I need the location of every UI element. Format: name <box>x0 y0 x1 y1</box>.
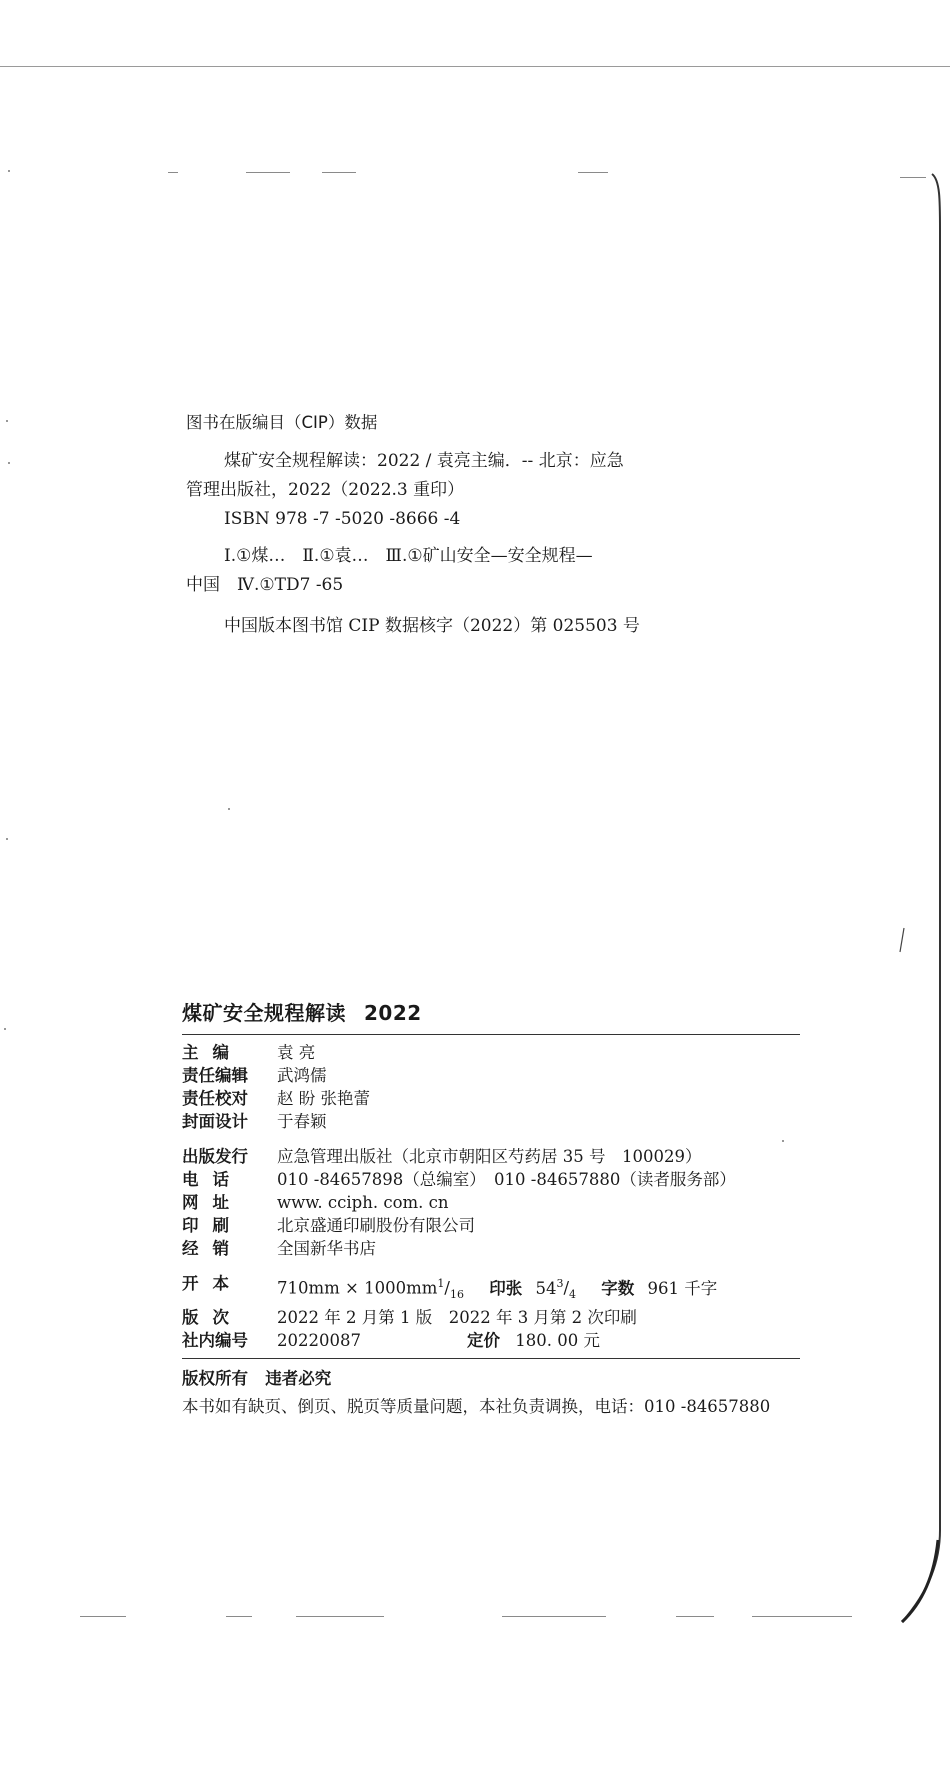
rights-line <box>182 1365 800 1393</box>
scan-artifact <box>752 1616 852 1617</box>
words-label: 字数 <box>601 1278 635 1298</box>
scan-speck <box>6 420 8 422</box>
internal-label: 社内编号 <box>182 1330 248 1350</box>
page-edge-shadow <box>890 0 950 1792</box>
format-sub: 16 <box>449 1287 464 1301</box>
price-label: 定价 <box>467 1330 500 1350</box>
cip-classification-line-1: Ⅰ.①煤… Ⅱ.①袁… Ⅲ.①矿山安全—安全规程— <box>224 546 593 566</box>
edition-row <box>182 1306 800 1329</box>
format-label: 开本 <box>182 1274 243 1293</box>
phone-value: 010 -84657898（总编室） 010 -84657880（读者服务部） <box>277 1170 736 1189</box>
scan-speck <box>228 808 230 810</box>
cip-heading: 图书在版编目（CIP）数据 <box>186 413 378 432</box>
book-title-text: 煤矿安全规程解读 <box>182 1001 346 1025</box>
book-title-year: 2022 <box>364 1001 422 1025</box>
proof-value: 赵 盼 张艳蕾 <box>277 1089 370 1108</box>
words-value: 961 千字 <box>647 1278 718 1298</box>
scan-artifact <box>502 1616 606 1617</box>
web-label: 网址 <box>182 1193 243 1212</box>
printer-label: 印刷 <box>182 1216 243 1235</box>
rights-rule <box>182 1358 800 1359</box>
scan-speck <box>4 1028 6 1030</box>
scan-artifact <box>168 172 178 173</box>
scan-artifact <box>578 172 608 173</box>
phone-label: 电话 <box>182 1170 243 1189</box>
internal-number: 20220087 <box>277 1330 361 1350</box>
resp-editor-row <box>182 1064 800 1087</box>
cip-number: 中国版本图书馆 CIP 数据核字（2022）第 025503 号 <box>224 616 640 636</box>
chief-editor-row <box>182 1041 800 1064</box>
top-border-line <box>0 66 950 67</box>
format-sup: 1 <box>437 1277 445 1290</box>
distributor-label: 经销 <box>182 1239 243 1258</box>
chief-editor-value: 袁 亮 <box>277 1043 316 1062</box>
edition-value: 2022 年 2 月第 1 版 2022 年 3 月第 2 次印刷 <box>277 1307 637 1327</box>
proof-label: 责任校对 <box>182 1089 248 1108</box>
phone-row <box>182 1168 800 1191</box>
scan-speck <box>8 462 10 464</box>
cover-row <box>182 1110 800 1133</box>
book-title <box>182 997 800 1026</box>
scan-artifact <box>296 1616 384 1617</box>
internal-value <box>277 1329 800 1352</box>
rights-value: 违者必究 <box>265 1368 332 1388</box>
scan-artifact <box>226 1616 252 1617</box>
cover-value: 于春颖 <box>277 1112 327 1131</box>
resp-editor-value: 武鸿儒 <box>277 1066 327 1085</box>
title-rule <box>182 1034 800 1035</box>
distributor-value: 全国新华书店 <box>277 1239 376 1258</box>
cip-classification-line-2: 中国 Ⅳ.①TD7 -65 <box>186 575 344 595</box>
publisher-row <box>182 1145 800 1168</box>
quality-notice: 本书如有缺页、倒页、脱页等质量问题，本社负责调换，电话：010 -84657880 <box>182 1396 771 1416</box>
scan-speck <box>8 170 10 172</box>
cover-label: 封面设计 <box>182 1112 248 1131</box>
internal-row <box>182 1329 800 1352</box>
distributor-row <box>182 1237 800 1260</box>
sheets-label: 印张 <box>489 1278 523 1298</box>
sheets-sub: 4 <box>569 1287 577 1301</box>
proof-row <box>182 1087 800 1110</box>
edition-label: 版次 <box>182 1307 243 1327</box>
scan-artifact <box>246 172 290 173</box>
cip-record-line-1: 煤矿安全规程解读：2022 / 袁亮主编．-- 北京：应急 <box>224 451 624 471</box>
web-value: www. cciph. com. cn <box>277 1193 449 1212</box>
sheets-sup: 3 <box>556 1277 564 1290</box>
chief-editor-label: 主编 <box>182 1043 243 1062</box>
scan-artifact <box>676 1616 714 1617</box>
resp-editor-label: 责任编辑 <box>182 1066 248 1085</box>
price-value: 180. 00 元 <box>515 1330 600 1350</box>
colophon-block <box>182 997 800 1421</box>
cip-data-block <box>186 408 706 641</box>
format-main: 710mm × 1000mm <box>277 1278 438 1298</box>
printer-row <box>182 1214 800 1237</box>
rights-label: 版权所有 <box>182 1368 248 1388</box>
printer-value: 北京盛通印刷股份有限公司 <box>277 1216 475 1235</box>
format-value: $710mm \times 1000mm^1/_{16}$ 印张 $54^3/_4$ 字数 961 千字 <box>277 1277 718 1301</box>
publisher-label: 出版发行 <box>182 1147 248 1166</box>
web-row <box>182 1191 800 1214</box>
format-row <box>182 1272 800 1306</box>
cip-record-line-2: 管理出版社，2022（2022.3 重印） <box>186 480 465 500</box>
scan-speck <box>6 838 8 840</box>
scan-artifact <box>322 172 356 173</box>
publisher-value: 应急管理出版社（北京市朝阳区芍药居 35 号 100029） <box>277 1147 702 1166</box>
scan-artifact <box>80 1616 126 1617</box>
cip-isbn: ISBN 978 -7 -5020 -8666 -4 <box>224 509 461 529</box>
sheets-main: 54 <box>535 1278 557 1298</box>
